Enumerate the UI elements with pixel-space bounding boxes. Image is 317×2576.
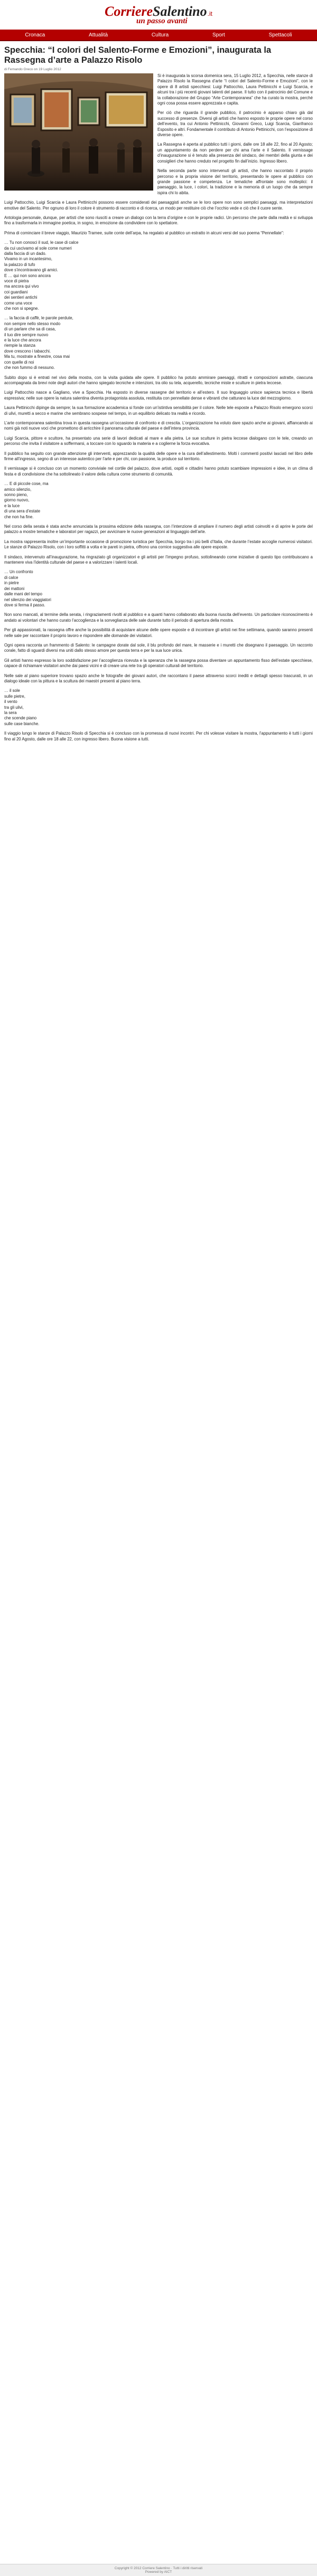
article-paragraph: Il sindaco, intervenuto all’inaugurazione, ha ringraziato gli organizzatori e gli artisti per l’impegno profuso, sottolineando come iniziative di questo tipo contribuiscano a mantenere viva l’identità culturale del paese e a valorizzare i talenti locali. [4, 554, 313, 565]
article-paragraph: Laura Pettinicchi dipinge da sempre; la sua formazione accademica si fonde con un’istintiva sensibilità per il colore. Nelle tele esposte a Palazzo Risolo emergono scorci di ulivi, muretti a secco e marine che sembrano sospese nel tempo, in un equilibrio delicato tra realtà e ricordo. [4, 405, 313, 416]
site-logo[interactable] [105, 5, 212, 25]
article-paragraph: Luigi Scarcia, pittore e scultore, ha presentato una serie di lavori dedicati al mare e alla pietra. Le sue sculture in pietra leccese dialogano con le tele, creando un percorso che invita il visitatore a soffermarsi, a toccare con lo sguardo la materia e a coglierne la forza evocativa. [4, 435, 313, 446]
article-byline: di Fernando Greco on 19 Luglio 2012 [4, 68, 61, 71]
article-paragraph: Antologia personale, dunque, per artisti che sono riusciti a creare un dialogo con la terra d’origine e con le proprie radici. Un percorso che parte dalla realtà e si sviluppa fino a trasformarla in immagine poetica, in sogno, in emozione da condividere con lo spettatore. [4, 215, 313, 226]
article-paragraph: Prima di cominciare il breve viaggio, Maurizio Tramee, suite conte dell’arpa, ha regalato al pubblico un estratto in alcuni versi del suo poema “Pennellate”: [4, 230, 284, 235]
gallery-photo-image [4, 73, 153, 191]
article-paragraph: Luigi Pattocchio, Luigi Scarcia e Laura Pettinicchi possono essere considerati dei paesaggisti anche se le loro opere non sono semplici paesaggi, ma interpretazioni emotive del Salento. Per ognuno di loro il colore è strumento di racconto e di ricerca, un modo per restituire ciò che l’occhio vede e ciò che il cuore sente. [4, 200, 313, 211]
logo-part2: Salentino [153, 3, 207, 19]
article-paragraph: Per gli appassionati, la rassegna offre anche la possibilità di acquistare alcune delle opere esposte e di incontrare gli artisti nei fine settimana, quando saranno presenti nelle sale per raccontare il proprio lavoro e rispondere alle domande dei visitatori. [4, 628, 313, 638]
article-poem: … il sole sulle pietre, il vento tra gli ulivi, la sera che scende piano sulle case bianche. [4, 688, 40, 726]
article-poem: … la faccia di caffè, le parole perdute, non sempre nello stesso modo di un parlare che sa di casa, il tuo dire sempre nuovo e la luce che ancora riempie la stanza dove crescono i tabacchi. Ma tu, mostrate a finestre, cosa mai con quelle di noi che non fummo di nessuno. [4, 316, 73, 370]
article-body [4, 73, 313, 742]
article-paragraph: Subito dopo si è entrati nel vivo della mostra, con la visita guidata alle opere. Il pubblico ha potuto ammirare paesaggi, ritratti e composizioni astratte, ciascuna accompagnata da brevi note degli autori che hanno spiegato tecniche e intenzioni, tra olio su tela, acquerello, tecniche miste e sculture in pietra leccese. [4, 375, 313, 385]
article-paragraph: La Rassegna è aperta al pubblico tutti i giorni, dalle ore 18 alle 22, fino al 20 Agosto; un appuntamento da non perdere per chi ama l’arte e il Salento. Il vernissage d’inaugurazione si è tenuto alla presenza del sindaco, dei membri della giunta e dei consiglieri che hanno creduto nel progetto fin dall’inizio. Ingresso libero. [157, 142, 313, 164]
article-poem: … E di piccole cose, ma amico silenzio, sonno pieno, giorno nuovo, e la luce di una sera d’estate che non ha fine. [4, 481, 49, 519]
nav-item-sport[interactable]: Sport [212, 32, 225, 38]
article-paragraph: Il pubblico ha seguito con grande attenzione gli interventi, apprezzando la qualità delle opere e la cura dell’allestimento. Molti i commenti positivi lasciati nel libro delle firme all’ingresso, segno di un interesse autentico per l’arte e per chi, con passione, la produce sul territorio. [4, 451, 313, 461]
logo-tld: .it [207, 9, 212, 17]
site-header [0, 0, 317, 30]
logo-part1: Corriere [105, 3, 153, 19]
article-paragraph: Gli artisti hanno espresso la loro soddisfazione per l’accoglienza ricevuta e la speranza che la rassegna possa diventare un appuntamento fisso dell’estate specchiese, capace di richiamare visitatori anche dai paesi vicini e di creare una rete tra gli operatori culturali del territorio. [4, 658, 313, 669]
site-slogan: un passo avanti [136, 16, 188, 25]
article-paragraph: Per ciò che riguarda il grande pubblico, il patrocinio è apparso chiaro già dal successo di presenze. Diversi gli artisti che hanno esposto le proprie opere nel corso dell’evento, tra cui Antonio Pettinicchi, Giovanni Greco, Luigi Scarcia, Gianfranco Esposito e altri. Fondamentale il contributo di Antonio Pettinicchi, con l’esposizione di diverse opere. [157, 110, 313, 138]
article-paragraph: Si è inaugurata la scorsa domenica sera, 15 Luglio 2012, a Specchia, nelle stanze di Palazzo Risolo la Rassegna d’arte “I colori del Salento-Forme e Emozioni”, con le opere di 8 artisti specchiesi: Luigi Pattocchio, Laura Pettinicchi e Luigi Scarcia, e alcuni tra i più recenti giovani talenti del paese. Il tutto con il patrocinio del Comune e la collaborazione del Gruppo “Arte Contemporanea” che ha curato la mostra, perché ogni cosa possa essere apprezzata e capita. [157, 73, 313, 106]
main-nav [0, 30, 317, 41]
article-paragraph: Il viaggio lungo le stanze di Palazzo Risolo di Specchia si è concluso con la promessa di nuovi incontri. Per chi volesse visitare la mostra, l’appuntamento è tutti i giorni fino al 20 Agosto, dalle ore 18 alle 22, con ingresso libero. Buona visione a tutti. [4, 731, 313, 742]
nav-item-cronaca[interactable]: Cronaca [25, 32, 45, 38]
footer-copyright: Copyright © 2012 Corriere Salentino · Tutti i diritti riservati [114, 2567, 203, 2570]
article-paragraph: La mostra rappresenta inoltre un’importante occasione di promozione turistica per Specchia, borgo tra i più belli d’Italia, che durante l’estate accoglie numerosi visitatori. Le stanze di Palazzo Risolo, con i loro soffitti a volta e le pareti in pietra, offrono una cornice suggestiva alle opere esposte. [4, 539, 313, 550]
article-paragraph: Non sono mancati, al termine della serata, i ringraziamenti rivolti al pubblico e a quanti hanno collaborato alla buona riuscita dell’evento. Un particolare riconoscimento è andato ai volontari che hanno curato l’accoglienza e la sorveglianza delle sale durante tutto il periodo di apertura della mostra. [4, 612, 313, 623]
article-paragraph: Nelle sale al piano superiore trovano spazio anche le fotografie dei giovani autori, che raccontano il paese attraverso scorci inediti e dettagli spesso trascurati, in un dialogo ideale con la pittura e la scultura dei maestri presenti al piano terra. [4, 673, 313, 683]
article-poem: … Tu non conosci il sud, le case di calce da cui uscivamo al sole come numeri dalla faccia di un dado. Vivamo in un incantesimo, la palazzo di tufo dove s’incontravano gli amici. E … qui non sono ancora voce di pietra ma ancora qui vivo coi guardiani dei sentieri antichi come una voce che non si spegne. [4, 240, 79, 311]
article-photo [4, 73, 153, 191]
article-paragraph: Ogni opera racconta un frammento di Salento: le campagne dorate dal sole, il blu profondo del mare, le masserie e i muretti che disegnano il paesaggio. Un racconto corale, fatto di sguardi diversi ma uniti dallo stesso amore per questa terra e per la sua luce unica. [4, 642, 313, 653]
article-paragraph: Il vernissage si è concluso con un momento conviviale nel cortile del palazzo, dove artisti, ospiti e cittadini hanno potuto scambiare impressioni e idee, in un clima di festa e di condivisione che ha sottolineato il valore della cultura come strumento di comunità. [4, 466, 313, 477]
nav-item-cultura[interactable]: Cultura [151, 32, 169, 38]
article-poem: … Un confronto di calce in pietre dei mattoni dalle mani del tempo nel silenzio dei viaggiatori dove si ferma il passo. [4, 569, 51, 607]
site-footer [0, 2564, 317, 2576]
nav-item-attualita[interactable]: Attualità [88, 32, 108, 38]
main-content [0, 41, 317, 742]
article-paragraph: Luigi Pattocchio nasce a Gagliano, vive a Specchia. Ha esposto in diverse rassegne del territorio e all’estero. Il suo linguaggio unisce sapienza tecnica e libertà espressiva; nelle sue opere la natura salentina diventa protagonista assoluta, restituita con pennellate dense e vibranti che catturano la luce del mezzogiorno. [4, 390, 313, 401]
article-paragraph: L’arte contemporanea salentina trova in questa rassegna un’occasione di confronto e di crescita. L’organizzazione ha voluto dare spazio anche ai giovani, affiancando ai nomi già noti nuove voci che promettono di arricchire il panorama culturale del paese e dell’intera provincia. [4, 420, 313, 431]
article-paragraph: Nella seconda parte sono intervenuti gli artisti, che hanno raccontato il proprio percorso e la propria visione del territorio, presentando le opere al pubblico con grande passione e competenza. Le tematiche affrontate sono molteplici: il paesaggio, la luce, i colori, la tradizione e la memoria di un luogo che da sempre ispira chi lo abita. [157, 168, 313, 195]
nav-item-spettacoli[interactable]: Spettacoli [268, 32, 292, 38]
article-title: Specchia: “I colori del Salento-Forme e Emozioni”, inaugurata la Rassegna d’arte a Palazzo Risolo [4, 45, 272, 65]
article-paragraph: Nel corso della serata è stata anche annunciata la prossima edizione della rassegna, con l’intenzione di ampliare il numero degli artisti coinvolti e di aprire le porte del palazzo a mostre tematiche e laboratori per ragazzi, per avvicinare le nuove generazioni al linguaggio dell’arte. [4, 524, 313, 535]
footer-powered: Powered by AICT [145, 2570, 172, 2574]
